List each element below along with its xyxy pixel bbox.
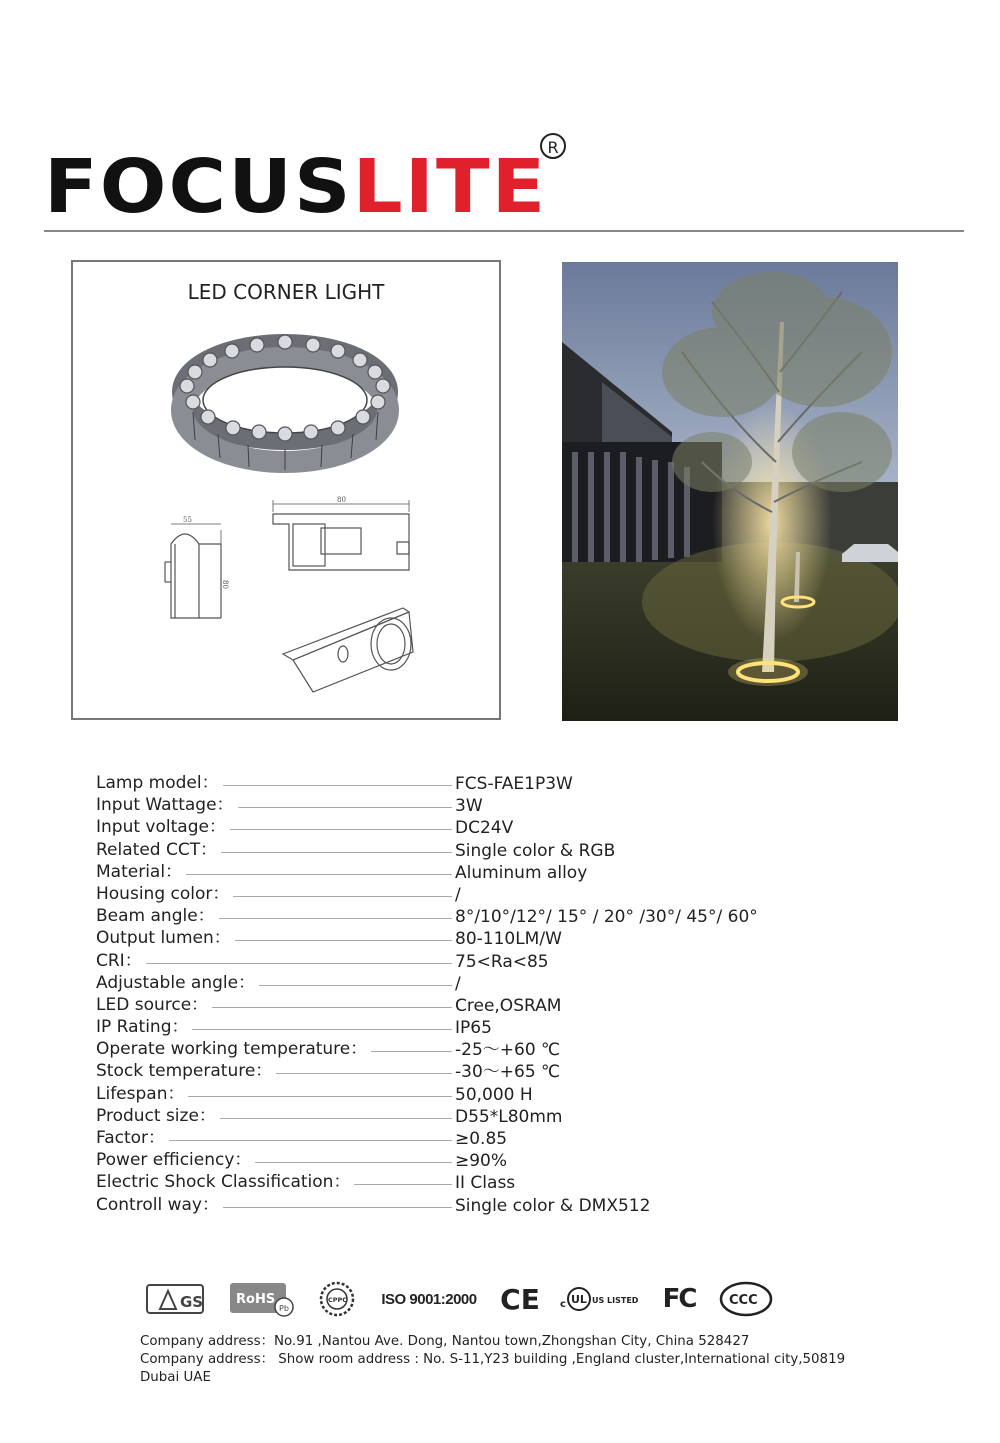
- spec-row: [96, 1171, 776, 1193]
- spec-label: Input voltage：: [96, 816, 230, 838]
- spec-value: 80-110LM/W: [455, 929, 562, 950]
- spec-value: Aluminum alloy: [455, 862, 588, 883]
- header-divider: [44, 230, 964, 232]
- brand-logo-text: [44, 144, 548, 230]
- product-title: LED CORNER LIGHT: [187, 280, 385, 304]
- iso-cert-label: ISO 9001:2000: [381, 1290, 477, 1308]
- spec-value: Single color & RGB: [455, 840, 616, 861]
- company-address-primary: Company address：No.91 ,Nantou Ave. Dong, Nantou town,Zhongshan City, China 528427: [140, 1334, 750, 1349]
- fcc-cert-icon: [658, 1277, 700, 1321]
- company-footer: [140, 1333, 880, 1387]
- spec-value: 50,000 H: [455, 1084, 533, 1105]
- spec-row: [96, 994, 776, 1016]
- spec-leader: [96, 963, 452, 964]
- spec-row: [96, 816, 776, 838]
- brand-logo-lite: LITE: [352, 144, 548, 230]
- spec-row: [96, 1016, 776, 1038]
- spec-label: Operate working temperature：: [96, 1038, 371, 1060]
- spec-label: Electric Shock Classification：: [96, 1171, 354, 1193]
- spec-value: -30～+65 ℃: [455, 1062, 561, 1083]
- registered-mark: R: [540, 133, 566, 159]
- ul-cert-listed: US LISTED: [592, 1296, 639, 1305]
- spec-label: Factor：: [96, 1127, 169, 1149]
- front-view-dim-length: 80: [337, 496, 346, 504]
- spec-row: [96, 1149, 776, 1171]
- spec-row: [96, 950, 776, 972]
- rohs-cert-icon: [228, 1277, 296, 1321]
- brand-logo: [44, 144, 564, 230]
- spec-value: /: [455, 884, 461, 905]
- ce-cert-icon: [500, 1277, 540, 1321]
- spec-label: Material：: [96, 861, 186, 883]
- spec-row: [96, 861, 776, 883]
- spec-value: Cree,OSRAM: [455, 995, 562, 1016]
- spec-value: ≥90%: [455, 1151, 508, 1172]
- spec-value: -25～+60 ℃: [455, 1040, 561, 1061]
- ul-cert-icon: [560, 1277, 640, 1321]
- ul-cert-c: c: [560, 1299, 566, 1310]
- rohs-cert-pb-label: Pb: [279, 1304, 289, 1313]
- cppc-cert-label: CPPC: [328, 1296, 348, 1304]
- spec-row: [96, 927, 776, 949]
- spec-label: CRI：: [96, 950, 146, 972]
- spec-label: Beam angle：: [96, 905, 219, 927]
- spec-label: Adjustable angle：: [96, 972, 259, 994]
- spec-value: DC24V: [455, 818, 514, 839]
- spec-label: Controll way：: [96, 1194, 223, 1216]
- spec-row: [96, 1060, 776, 1082]
- spec-row: [96, 1194, 776, 1216]
- front-view-drawing: [273, 500, 409, 570]
- spec-value: FCS-FAE1P3W: [455, 774, 573, 794]
- spec-value: 3W: [455, 796, 483, 817]
- spec-value: Single color & DMX512: [455, 1195, 651, 1216]
- spec-row: [96, 1038, 776, 1060]
- spec-row: [96, 1127, 776, 1149]
- side-view-dim-height: 80: [221, 580, 229, 589]
- spec-table: [96, 772, 776, 1216]
- ul-cert-label: UL: [571, 1293, 587, 1306]
- spec-row: [96, 794, 776, 816]
- product-drawing: [73, 262, 499, 718]
- spec-label: Power efficiency：: [96, 1149, 255, 1171]
- corner-light-ring-illustration: [180, 335, 390, 470]
- spec-label: Input Wattage：: [96, 794, 238, 816]
- spec-row: [96, 1083, 776, 1105]
- fcc-cert-label: FC: [662, 1284, 696, 1314]
- spec-row: [96, 883, 776, 905]
- rohs-cert-label: RoHS: [236, 1292, 276, 1307]
- gs-cert-icon: [146, 1277, 204, 1321]
- ccc-cert-label: CCC: [729, 1293, 758, 1308]
- product-drawing-panel: [71, 260, 501, 720]
- spec-label: IP Rating：: [96, 1016, 192, 1038]
- spec-label: Stock temperature：: [96, 1060, 276, 1082]
- spec-value: II Class: [455, 1173, 516, 1194]
- spec-row: [96, 839, 776, 861]
- spec-value: ≥0.85: [455, 1129, 508, 1149]
- spec-label: Lifespan：: [96, 1083, 188, 1105]
- spec-label: Product size：: [96, 1105, 220, 1127]
- spec-row: [96, 972, 776, 994]
- certification-strip: [140, 1277, 780, 1321]
- spec-value: 8°/10°/12°/ 15° / 20° /30°/ 45°/ 60°: [455, 907, 758, 928]
- brand-logo-focus: FOCUS: [44, 144, 353, 230]
- ccc-cert-icon: [718, 1277, 774, 1321]
- spec-label: Housing color：: [96, 883, 233, 905]
- gs-cert-label: GS: [180, 1293, 204, 1311]
- spec-row: [96, 1105, 776, 1127]
- spec-value: D55*L80mm: [455, 1106, 563, 1127]
- spec-label: Related CCT：: [96, 839, 221, 861]
- spec-row: [96, 905, 776, 927]
- company-address-showroom: Company address： Show room address : No. S-11,Y23 building ,England cluster,International city,50819 Dubai UAE: [140, 1352, 846, 1385]
- spec-value: IP65: [455, 1018, 492, 1039]
- spec-label: Output lumen：: [96, 927, 235, 949]
- ce-cert-label: CE: [500, 1282, 540, 1316]
- spec-label: Lamp model：: [96, 772, 223, 794]
- side-view-drawing: [165, 524, 221, 618]
- side-view-dim-width: 55: [183, 516, 192, 524]
- cppc-cert-icon: [318, 1277, 356, 1321]
- installation-photo: [562, 262, 898, 721]
- perspective-view-drawing: [283, 608, 413, 692]
- spec-row: [96, 772, 776, 794]
- spec-value: /: [455, 973, 461, 994]
- spec-label: LED source：: [96, 994, 212, 1016]
- spec-value: 75<Ra<85: [455, 951, 549, 972]
